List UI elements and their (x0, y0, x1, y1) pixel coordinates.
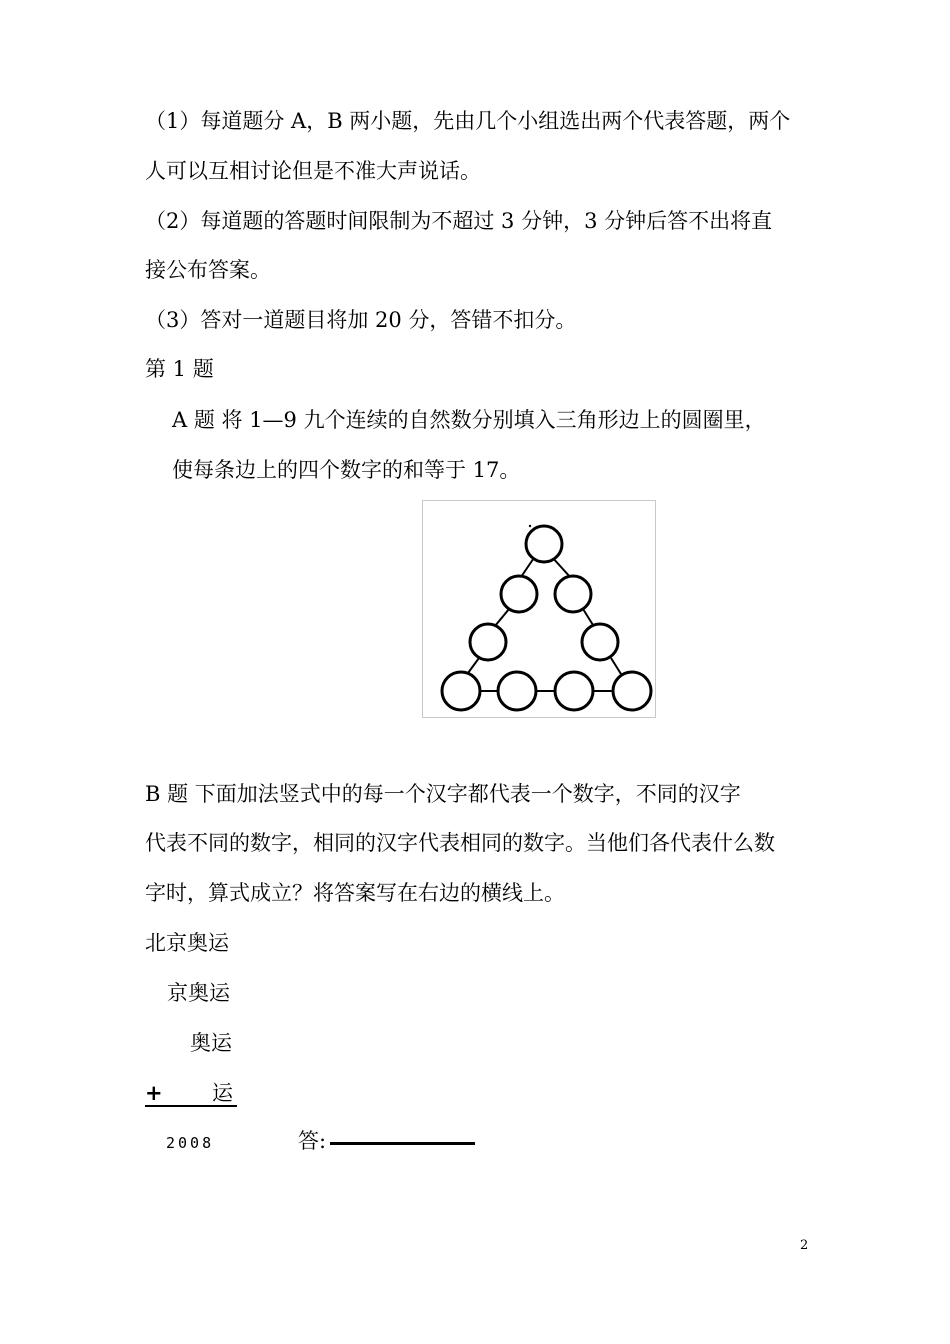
plus-sign: + (145, 1081, 163, 1105)
partB-line1: B 题 下面加法竖式中的每一个汉字都代表一个数字，不同的汉字 (145, 782, 741, 806)
triangle-circles-figure (422, 500, 656, 718)
circle-bottom-1 (442, 672, 480, 710)
addition-row4: 运 (212, 1081, 233, 1105)
circle-top (526, 526, 562, 562)
answer-blank[interactable] (330, 1142, 475, 1145)
circle-bottom-2 (498, 672, 536, 710)
rule3: （3）答对一道题目将加 20 分，答错不扣分。 (145, 308, 577, 332)
addition-row1: 北京奥运 (145, 931, 229, 955)
question1-partA-line1: A 题 将 1—9 九个连续的自然数分别填入三角形边上的圆圈里， (172, 408, 766, 432)
circle-left-upper (501, 576, 537, 612)
addition-row2: 京奥运 (167, 981, 230, 1005)
answer-label: 答: (298, 1129, 327, 1153)
page-number: 2 (800, 1238, 809, 1253)
question1-partA-line2: 使每条边上的四个数字的和等于 17。 (172, 458, 521, 482)
addition-result: 2008 (166, 1134, 215, 1152)
partB-line2: 代表不同的数字，相同的汉字代表相同的数字。当他们各代表什么数 (145, 831, 775, 855)
circle-left-lower (470, 624, 506, 660)
sum-underline (145, 1105, 237, 1107)
circle-right-upper (555, 576, 591, 612)
circle-right-lower (582, 624, 618, 660)
rule2-line1: （2）每道题的答题时间限制为不超过 3 分钟，3 分钟后答不出将直 (145, 209, 773, 233)
question1-heading: 第 1 题 (145, 357, 214, 381)
circle-bottom-4 (613, 672, 651, 710)
triangle-circles-icon (423, 501, 657, 719)
rule2-line2: 接公布答案。 (145, 258, 271, 282)
rule1-line2: 人可以互相讨论但是不准大声说话。 (145, 159, 481, 183)
circle-bottom-3 (555, 672, 593, 710)
rule1-line1: （1）每道题分 A，B 两小题，先由几个小组选出两个代表答题，两个 (145, 109, 791, 133)
addition-row3: 奥运 (190, 1031, 232, 1055)
partB-line3: 字时，算式成立？将答案写在右边的横线上。 (145, 881, 565, 905)
